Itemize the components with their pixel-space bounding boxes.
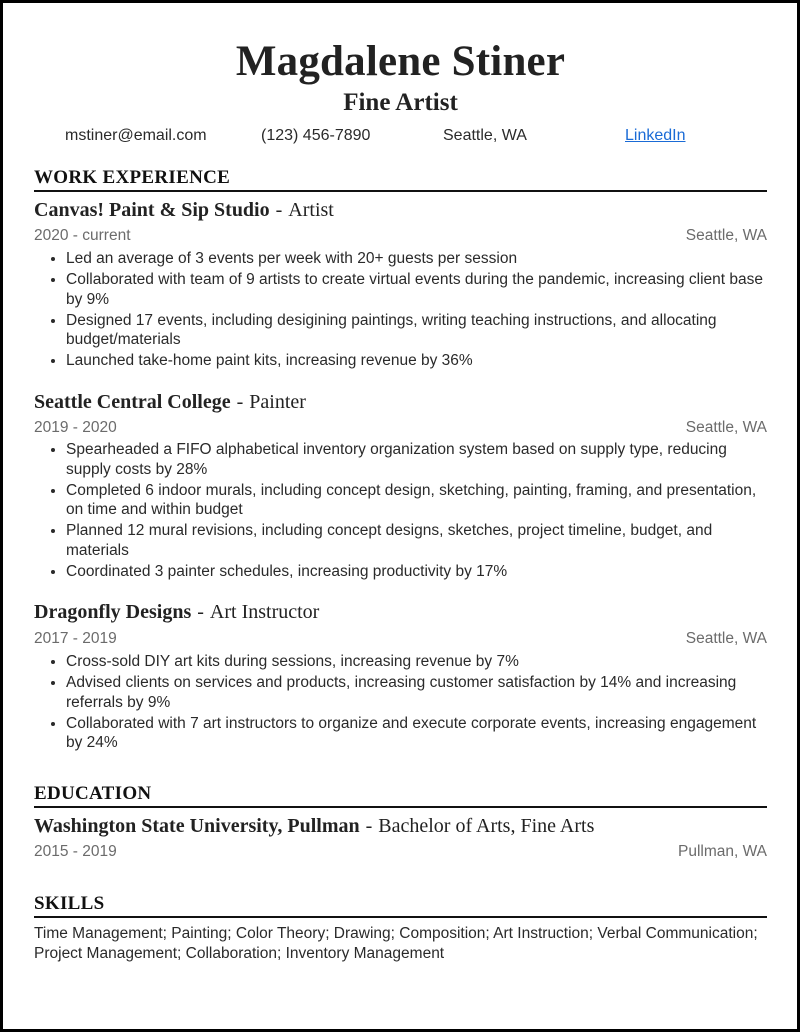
- job-title: Fine Artist: [343, 89, 458, 116]
- bullet-item: • Spearheaded a FIFO alphabetical inventory organization system based on supply type, reducing supply costs by 28%: [66, 440, 767, 479]
- job-dates: 2019 - 2020: [34, 419, 117, 436]
- job-role: Art Instructor: [209, 601, 320, 623]
- job-bullets: [34, 249, 767, 372]
- job-meta: [34, 419, 767, 437]
- job-location: Seattle, WA: [685, 227, 767, 244]
- bullet-item: • Coordinated 3 painter schedules, increasing productivity by 17%: [66, 562, 767, 582]
- job-location: Seattle, WA: [685, 419, 767, 436]
- contact-phone: (123) 456-7890: [261, 127, 371, 144]
- bullet-item: • Planned 12 mural revisions, including concept designs, sketches, project timeline, budget, and materials: [66, 521, 767, 560]
- job-meta: [34, 630, 767, 648]
- job-meta: [34, 227, 767, 245]
- education-heading: EDUCATION: [34, 783, 767, 808]
- job-location: Seattle, WA: [685, 630, 767, 647]
- job-dates: 2017 - 2019: [34, 630, 117, 647]
- skills-list: Time Management; Painting; Color Theory; Drawing; Composition; Art Instruction; Verbal Communication; Project Management; Collaboration; Inventory Management: [34, 925, 758, 962]
- company-name: Canvas! Paint & Sip Studio: [34, 199, 270, 221]
- education-meta: [34, 843, 767, 861]
- bullet-item: • Collaborated with team of 9 artists to create virtual events during the pandemic, increasing client base by 9%: [66, 270, 767, 309]
- bullet-item: • Led an average of 3 events per week with 20+ guests per session: [66, 249, 767, 269]
- education-header: Washington State University, Pullman - Bachelor of Arts, Fine Arts: [34, 815, 595, 837]
- company-name: Dragonfly Designs: [34, 601, 192, 623]
- education-location: Pullman, WA: [677, 843, 767, 860]
- degree-field: Fine Arts: [520, 815, 595, 837]
- bullet-item: • Designed 17 events, including desigining paintings, writing teaching instructions, and allocating budget/materials: [66, 311, 767, 350]
- school-name: Washington State University, Pullman: [34, 815, 360, 837]
- linkedin-link[interactable]: LinkedIn: [625, 127, 686, 144]
- job-role: Artist: [288, 199, 334, 221]
- education-dates: 2015 - 2019: [34, 843, 117, 860]
- skills-heading: SKILLS: [34, 893, 767, 918]
- contact-linkedin-wrapper: [625, 127, 686, 145]
- job-dates: 2020 - current: [34, 227, 131, 244]
- job-role: Painter: [249, 391, 306, 413]
- job-header: Seattle Central College - Painter: [34, 391, 306, 413]
- job-bullets: [34, 652, 767, 754]
- bullet-item: • Cross-sold DIY art kits during sessions, increasing revenue by 7%: [66, 652, 767, 672]
- degree: Bachelor of Arts,: [378, 815, 516, 837]
- bullet-item: • Collaborated with 7 art instructors to organize and execute corporate events, increasing engagement by 24%: [66, 714, 767, 753]
- candidate-name: Magdalene Stiner: [235, 38, 566, 85]
- bullet-item: • Completed 6 indoor murals, including concept design, sketching, painting, framing, and presentation, on time and within budget: [66, 481, 767, 520]
- bullet-item: • Advised clients on services and products, increasing customer satisfaction by 14% and increasing referrals by 9%: [66, 673, 767, 712]
- job-header: Dragonfly Designs - Art Instructor: [34, 601, 320, 623]
- bullet-item: • Launched take-home paint kits, increasing revenue by 36%: [66, 351, 767, 371]
- job-bullets: [34, 440, 767, 583]
- contact-email: mstiner@email.com: [65, 127, 207, 144]
- company-name: Seattle Central College: [34, 391, 231, 413]
- work-experience-heading: WORK EXPERIENCE: [34, 167, 767, 192]
- contact-location: Seattle, WA: [443, 127, 527, 144]
- job-header: Canvas! Paint & Sip Studio - Artist: [34, 199, 334, 221]
